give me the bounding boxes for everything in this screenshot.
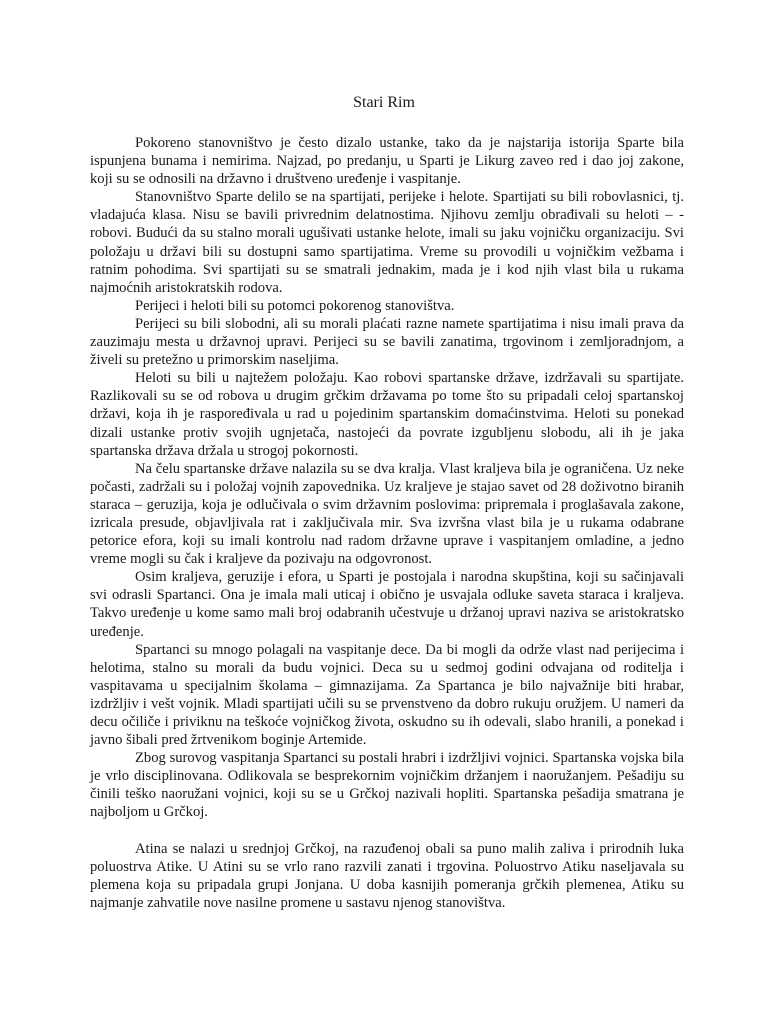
paragraph: Atina se nalazi u srednjoj Grčkoj, na razuđenoj obali sa puno malih zaliva i prirodnih luka poluostrva Atike. U Atini su se vrlo rano razvili zanati i trgovina. Poluostrvo Atiku naseljavala su plemena koja su pripadala grupi Jonjana. U doba kasnijih pomeranja grčkih plemenea, Atiku su najmanje zahvatile nove nasilne promene u sastavu njenog stanovištva. bbox=[90, 840, 684, 911]
paragraph: Na čelu spartanske države nalazila su se dva kralja. Vlast kraljeva bila je ograničena. Uz neke počasti, zadržali su i položaj vojnih zapovednika. Uz kraljeve je stajao savet od 28 doživotno biranih staraca – geruzija, koja je odlučivala o svim državnim poslovima: pripremala i proglašavala zakone, izricala presude, objavljivala rat i zaključivala mir. Sva izvršna vlast bila je u rukama odabrane petorice efora, koji su imali kontrolu nad radom državne uprave i vaspitanjem omladine, a jedno vreme mogli su čak i kraljeve da pozivaju na odgovronost. bbox=[90, 460, 684, 568]
document-title: Stari Rim bbox=[353, 94, 415, 111]
paragraph: Perijeci i heloti bili su potomci pokorenog stanovištva. bbox=[135, 297, 455, 314]
paragraph: Spartanci su mnogo polagali na vaspitanje dece. Da bi mogli da održe vlast nad perijecima i helotima, stalno su morali da budu vojnici. Deca su u sedmoj godini odvajana od roditelja i vaspitavama u specijalnim školama – gimnazijama. Za Spartanca je bilo najvažnije biti hrabar, izdržljiv i vešt vojnik. Mladi spartijati učili su se prvenstveno da dobro rukuju oružjem. U nameri da decu očiliče i priviknu na teškoće vojničkog života, oskudno su ih odevali, slabo hranili, a ponekad i javno šibali pred žrtvenikom boginje Artemide. bbox=[90, 641, 684, 749]
paragraph: Perijeci su bili slobodni, ali su morali plaćati razne namete spartijatima i nisu imali prava da zauzimaju mesta u državnoj upravi. Perijeci su se bavili zanatima, trgovinom i zemljoradnjom, a živeli su pretežno u primorskim naseljima. bbox=[90, 315, 684, 369]
paragraph: Pokoreno stanovništvo je često dizalo ustanke, tako da je najstarija istorija Sparte bila ispunjena bunama i nemirima. Najzad, po predanju, u Sparti je Likurg zaveo red i dao joj zakone, koji su se odnosili na državno i društveno uređenje i vaspitanje. bbox=[90, 135, 684, 188]
paragraph: Zbog surovog vaspitanja Spartanci su postali hrabri i izdržljivi vojnici. Spartanska vojska bila je vrlo disciplinovana. Odlikovala se besprekornim vojničkim držanjem i naoružanjem. Pešadiju su činili teško naoružani vojnici, koji su se u Grčkoj nazivali hopliti. Spartanska pešadija smatrana je najboljom u Grčkoj. bbox=[90, 750, 684, 821]
document-body bbox=[90, 134, 684, 912]
paragraph: Heloti su bili u najtežem položaju. Kao robovi spartanske države, izdržavali su spartijate. Razlikovali su se od robova u drugim grčkim državama po tome što su pripadali celoj spartanskoj državi, koja ih je raspoređivala u rad u pojedinim spartanskim domaćinstvima. Heloti su ponekad dizali ustanke protiv svojih ugnjetača, nastojeći da povrate izgubljenu slobodu, ali ih je jaka spartanska država držala u strogoj pokornosti. bbox=[90, 370, 684, 459]
paragraph: Stanovništvo Sparte delilo se na spartijati, perijeke i helote. Spartijati su bili robovlasnici, tj. vladajuća klasa. Nisu se bavili privrednim delatnostima. Njihovu zemlju obrađivali su heloti – - robovi. Budući da su stalno morali ugušivati ustanke helote, imali su jaku vojničku organizaciju. Svi položaju u državi bili su dostupni samo spartijatima. Vreme su provodili u vojničkim vežbama i ratnim pohodima. Svi spartijati su se smatrali jednakim, mada je i kod njih vlast bila u rukama najmoćnih aristokratskih rodova. bbox=[90, 189, 684, 296]
paragraph: Osim kraljeva, geruzije i efora, u Sparti je postojala i narodna skupština, koji su sačinjavali svi odrasli Spartanci. Ona je imala mali uticaj i obično je usvajala odluke saveta staraca i kraljeva. Takvo uređenje u kome samo mali broj odabranih učestvuje u držanoj upravi naziva se aristokratsko uređenje. bbox=[90, 569, 684, 640]
